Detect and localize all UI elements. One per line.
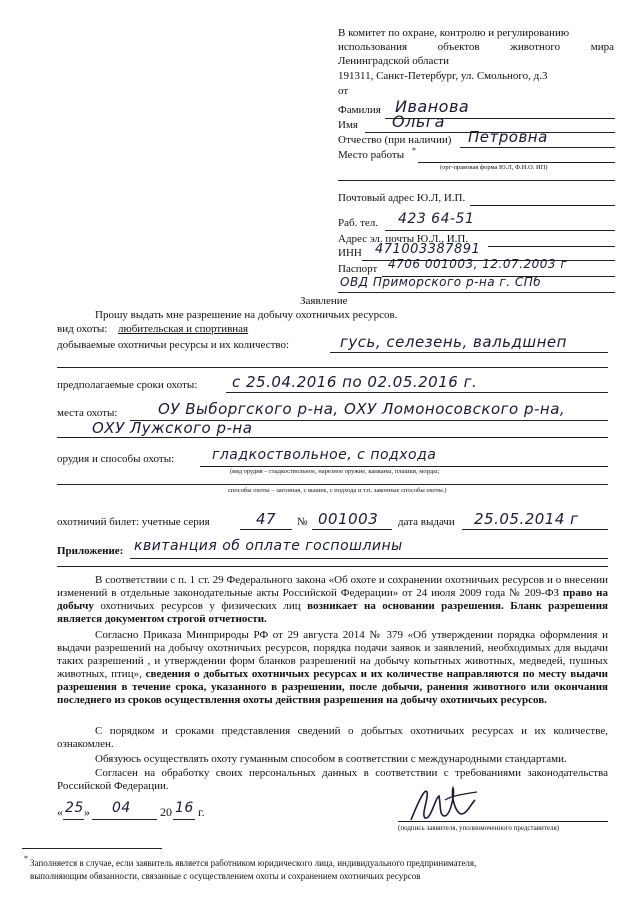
footnote-marker: * [24,854,28,863]
email-line [488,246,615,247]
inn-value[interactable]: 471003387891 [375,242,481,257]
footnote-separator [22,848,162,849]
legal-p2-bold: сведения о добытых охотничьих ресурсах и их количестве направляются по месту выдачи разрешения в течение срока, указанного в разрешении, после добычи, ранения животного или окончания последнего из сроков осуществления охоты действия разрешения на добычу охотничьих ресурсов. [57,668,608,706]
postal-line [470,205,615,206]
workplace-line-2 [338,180,615,181]
inn-label: ИНН [338,247,362,259]
date-day-line [63,819,84,820]
ticket-label: охотничий билет: учетные серия [57,516,210,528]
ticket-number[interactable]: 001003 [318,510,379,528]
workplace-asterisk: * [412,146,416,155]
hunt-type-label: вид охоты: [57,323,108,335]
legal-p1-text-1: В соответствии с п. 1 ст. 29 Федерального закона «Об охоте и сохранении охотничьих ресурсов и о внесении изменений в отдельные законодательные акты Российской Федерации» от 24 июля 2009 года № 209-ФЗ [57,574,608,599]
passport-line-2 [338,292,615,293]
resources-line-2 [57,367,608,368]
legal-paragraph-3: С порядком и сроками представления сведений о добытых охотничьих ресурсах и их количестве, ознакомлен. [57,725,608,750]
issue-date-label: дата выдачи [398,516,455,528]
resources-value[interactable]: гусь, селезень, вальдшнеп [340,333,567,351]
methods-value[interactable]: гладкоствольное, с подхода [212,447,437,463]
ticket-no-label: № [297,516,308,528]
legal-p1-bold-2: возникает на основании разрешения. Бланк разрешения является документом строгой отчетности. [57,600,608,625]
resources-label: добываемые охотничьи ресурсы и их количество: [57,339,290,351]
attachment-label: Приложение: [57,545,124,557]
passport-value-1[interactable]: 4706 001003, 12.07.2003 г [388,257,568,271]
methods-note-1: (вид орудия – гладкоствольное, нарезное оружие, капканы, плашки, морды; [230,468,440,475]
methods-line [200,466,608,467]
recipient-line-2: использования объектов животного мира [338,41,614,53]
request-text: Прошу выдать мне разрешение на добычу охотничьих ресурсов. [95,309,398,321]
date-month[interactable]: 04 [112,800,131,816]
places-label: места охоты: [57,407,118,419]
surname-value[interactable]: Иванова [395,97,470,116]
phone-label: Раб. тел. [338,217,379,229]
statement-title: Заявление [300,295,348,307]
from-label: от [338,85,349,97]
footnote-text-2: выполняющим обязанности, связанные с осуществлением охоты и сохранением охотничьих ресурсов [30,871,421,881]
date-year-unit: г. [198,805,205,819]
legal-p1-bold-1: право на добычу [57,587,608,612]
date-year-prefix: 20 [160,805,172,819]
date-day[interactable]: 25 [65,800,84,816]
signature-line [398,821,608,822]
methods-line-2 [57,484,608,485]
recipient-line-3: Ленинградской области [338,55,449,67]
attachment-line-2 [57,566,608,567]
passport-value-2[interactable]: ОВД Приморского р-на г. СПб [340,275,542,289]
dates-value[interactable]: с 25.04.2016 по 02.05.2016 г. [232,373,478,391]
applicant-signature [405,780,485,830]
recipient-line-1: В комитет по охране, контролю и регулированию [338,27,570,39]
patronymic-value[interactable]: Петровна [468,128,548,146]
phone-line [385,230,615,231]
ticket-series-line [240,529,292,530]
places-value-1[interactable]: ОУ Выборгского р-на, ОХУ Ломоносовского р-на, [158,400,566,418]
email-label: Адрес эл. почты Ю.Л., И.П. [338,233,469,245]
date-open-quote: « [57,805,63,819]
workplace-note: (орг-правовая форма Ю.Л, Ф.И.О. ИП) [440,164,548,171]
issue-date-line [462,529,608,530]
name-value[interactable]: Ольга [392,112,445,131]
attachment-value[interactable]: квитанция об оплате госпошлины [134,538,403,554]
methods-note-2: способы охоты – загонная, с вышек, с подхода и т.п. законные способы охоты.) [228,487,447,494]
resources-line [330,352,608,353]
attachment-line [130,558,608,559]
phone-value[interactable]: 423 64-51 [398,211,475,227]
dates-line [226,392,608,393]
places-line-2 [57,437,608,438]
date-month-line [92,819,157,820]
date-year-suffix[interactable]: 16 [175,800,194,816]
date-close-quote: » [84,805,90,819]
legal-paragraph-1 [57,574,608,626]
patronymic-label: Отчество (при наличии) [338,134,452,146]
signature-caption: (подпись заявителя, уполномоченного представителя) [398,824,560,832]
ticket-series[interactable]: 47 [256,510,277,528]
hunt-type-value: любительская и спортивная [118,323,249,335]
surname-label: Фамилия [338,104,381,116]
footnote-text-1: Заполняется в случае, если заявитель является работником юридического лица, индивидуального предпринимателя, [30,858,477,868]
name-label: Имя [338,119,358,131]
date-year-line [173,819,195,820]
recipient-line-4: 191311, Санкт-Петербург, ул. Смольного, д.3 [338,70,548,82]
ticket-number-line [312,529,392,530]
methods-label: орудия и способы охоты: [57,453,175,465]
workplace-line [418,162,615,163]
issue-date[interactable]: 25.05.2014 г [474,510,579,528]
legal-paragraph-4: Обязуюсь осуществлять охоту гуманным способом в соответствии с международными стандартами. [95,753,567,765]
postal-label: Почтовый адрес Ю.Л, И.П. [338,192,466,204]
passport-label: Паспорт [338,263,378,275]
legal-p2-text: Согласно Приказа Минприроды РФ от 29 августа 2014 № 379 «Об утверждении порядка оформления и выдачи разрешений на добычу охотничьих ресурсов, порядка подачи заявок и заявлений, необходимых для выдачи таких разрешений , и утверждении форм бланков разрешений на добычу копытных животных, медведей, пушных животных, птиц», [57,629,608,680]
workplace-label: Место работы [338,149,405,161]
places-value-2[interactable]: ОХУ Лужского р-на [92,419,253,437]
dates-label: предполагаемые сроки охоты: [57,379,198,391]
patronymic-line [460,147,615,148]
legal-p1-text-2: охотничьих ресурсов у физических лиц [93,600,308,612]
legal-paragraph-5: Согласен на обработку своих персональных данных в соответствии с требованиями законодательства Российской Федерации. [57,767,608,792]
legal-paragraph-2 [57,629,608,707]
